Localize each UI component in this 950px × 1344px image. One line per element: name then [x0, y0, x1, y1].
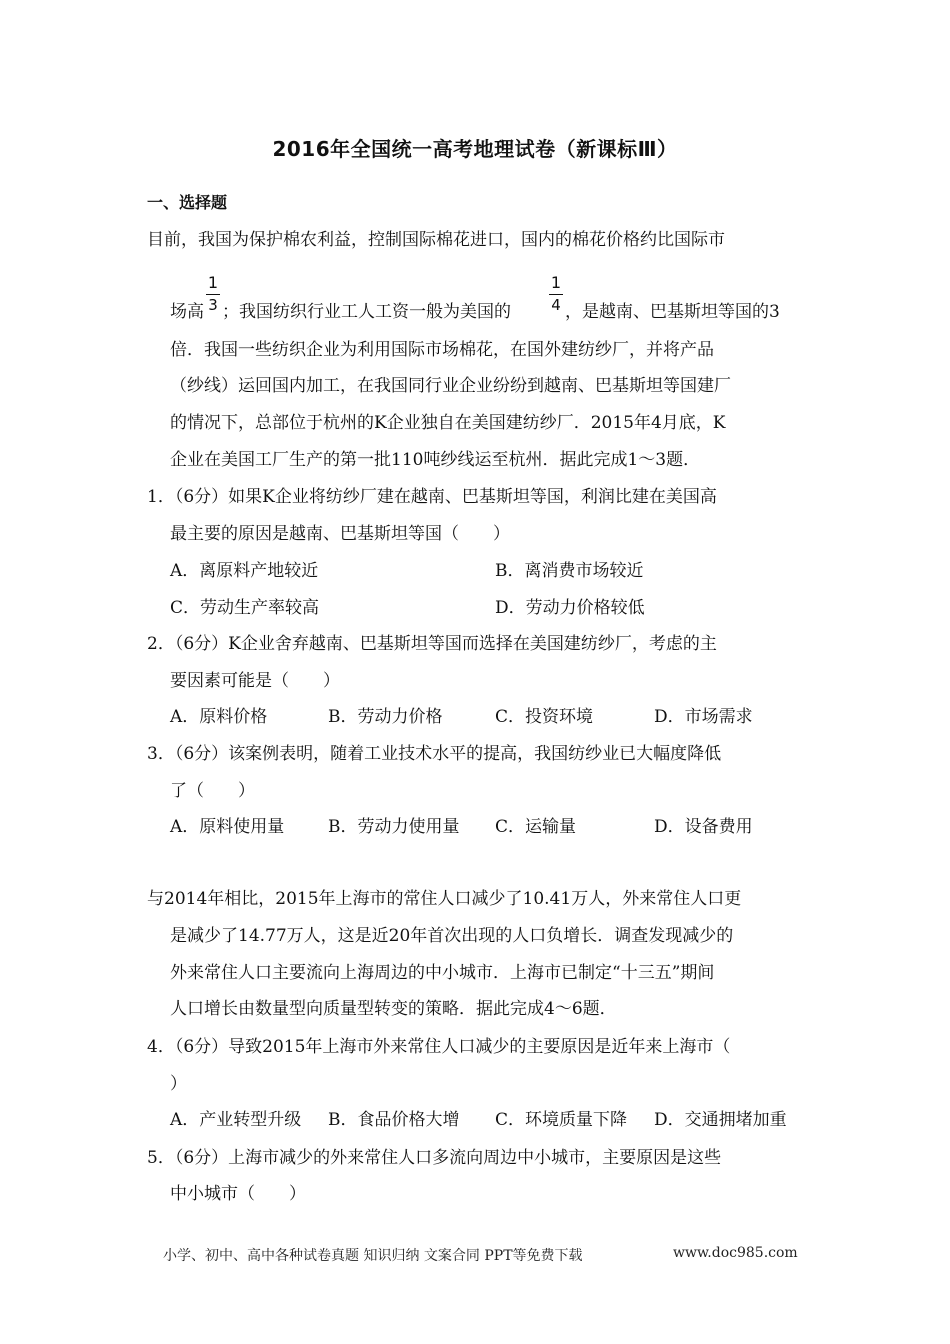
passage1-line2a: 场高 — [170, 302, 204, 322]
footer-link[interactable]: www.doc985.com — [673, 1245, 798, 1261]
q3-option-c[interactable]: C．运输量 — [495, 817, 577, 837]
passage1-line5: 的情况下，总部位于杭州的K企业独自在美国建纺纱厂．2015年4月底，K — [170, 413, 726, 433]
q1-option-b[interactable]: B．离消费市场较近 — [495, 561, 644, 581]
passage1-line2b: ；我国纺织行业工人工资一般为美国的 — [222, 302, 511, 322]
q3-option-d[interactable]: D．设备费用 — [654, 817, 753, 837]
q1-option-a[interactable]: A．离原料产地较近 — [170, 561, 319, 581]
fraction-denominator: 4 — [551, 296, 561, 314]
q4-option-c[interactable]: C．环境质量下降 — [495, 1110, 628, 1130]
passage1-line6: 企业在美国工厂生产的第一批110吨纱线运至杭州．据此完成1～3题． — [170, 450, 701, 470]
passage1-line3: 倍．我国一些纺织企业为利用国际市场棉花，在国外建纺纱厂，并将产品 — [170, 340, 714, 360]
passage2-line1: 与2014年相比，2015年上海市的常住人口减少了10.41万人，外来常住人口更 — [147, 889, 742, 909]
passage1-line4: （纱线）运回国内加工，在我国同行业企业纷纷到越南、巴基斯坦等国建厂 — [170, 376, 731, 396]
fraction-numerator: 1 — [207, 273, 219, 292]
page-title: 2016年全国统一高考地理试卷（新课标Ⅲ） — [272, 137, 678, 161]
q3-option-a[interactable]: A．原料使用量 — [170, 817, 285, 837]
q2-option-b[interactable]: B．劳动力价格 — [328, 707, 443, 727]
fraction-denominator: 3 — [208, 296, 218, 314]
q2-option-c[interactable]: C．投资环境 — [495, 707, 594, 727]
q3-stem-line2: 了（ ） — [170, 781, 255, 801]
passage2-line4: 人口增长由数量型向质量型转变的策略．据此完成4～6题． — [170, 999, 617, 1019]
q3-stem-line1: 3．（6分）该案例表明，随着工业技术水平的提高，我国纺纱业已大幅度降低 — [147, 744, 722, 764]
passage2-line3: 外来常住人口主要流向上海周边的中小城市．上海市已制定“十三五”期间 — [170, 963, 715, 983]
q2-option-d[interactable]: D．市场需求 — [654, 707, 753, 727]
footer-text: 小学、初中、高中各种试卷真题 知识归纳 文案合同 PPT等免费下载 — [163, 1248, 583, 1264]
page-footer — [163, 1245, 798, 1265]
q2-stem-line1: 2．（6分）K企业舍弃越南、巴基斯坦等国而选择在美国建纺纱厂，考虑的主 — [147, 634, 717, 654]
q5-stem-line2: 中小城市（ ） — [170, 1184, 306, 1204]
fraction-numerator: 1 — [550, 273, 562, 292]
q5-stem-line1: 5．（6分）上海市减少的外来常住人口多流向周边中小城市，主要原因是这些 — [147, 1148, 722, 1168]
q1-option-d[interactable]: D．劳动力价格较低 — [495, 598, 645, 618]
passage2-line2: 是减少了14.77万人，这是近20年首次出现的人口负增长．调查发现减少的 — [170, 926, 734, 946]
q4-stem-line1: 4．（6分）导致2015年上海市外来常住人口减少的主要原因是近年来上海市（ — [147, 1037, 731, 1057]
q2-option-a[interactable]: A．原料价格 — [170, 707, 268, 727]
section-heading: 一、选择题 — [147, 193, 228, 212]
q4-option-d[interactable]: D．交通拥堵加重 — [654, 1110, 787, 1130]
passage1-line2c: ，是越南、巴基斯坦等国的3 — [565, 302, 780, 322]
fraction-one-third — [206, 272, 220, 315]
passage1-line1: 目前，我国为保护棉农利益，控制国际棉花进口，国内的棉花价格约比国际市 — [147, 230, 725, 250]
q1-option-c[interactable]: C．劳动生产率较高 — [170, 598, 320, 618]
q3-option-b[interactable]: B．劳动力使用量 — [328, 817, 460, 837]
q4-stem-line2: ） — [170, 1074, 187, 1094]
q1-stem-line1: 1．（6分）如果K企业将纺纱厂建在越南、巴基斯坦等国，利润比建在美国高 — [147, 487, 717, 507]
q4-option-a[interactable]: A．产业转型升级 — [170, 1110, 302, 1130]
fraction-one-quarter — [549, 272, 563, 315]
q1-stem-line2: 最主要的原因是越南、巴基斯坦等国（ ） — [170, 524, 510, 544]
q2-stem-line2: 要因素可能是（ ） — [170, 671, 340, 691]
q4-option-b[interactable]: B．食品价格大增 — [328, 1110, 460, 1130]
